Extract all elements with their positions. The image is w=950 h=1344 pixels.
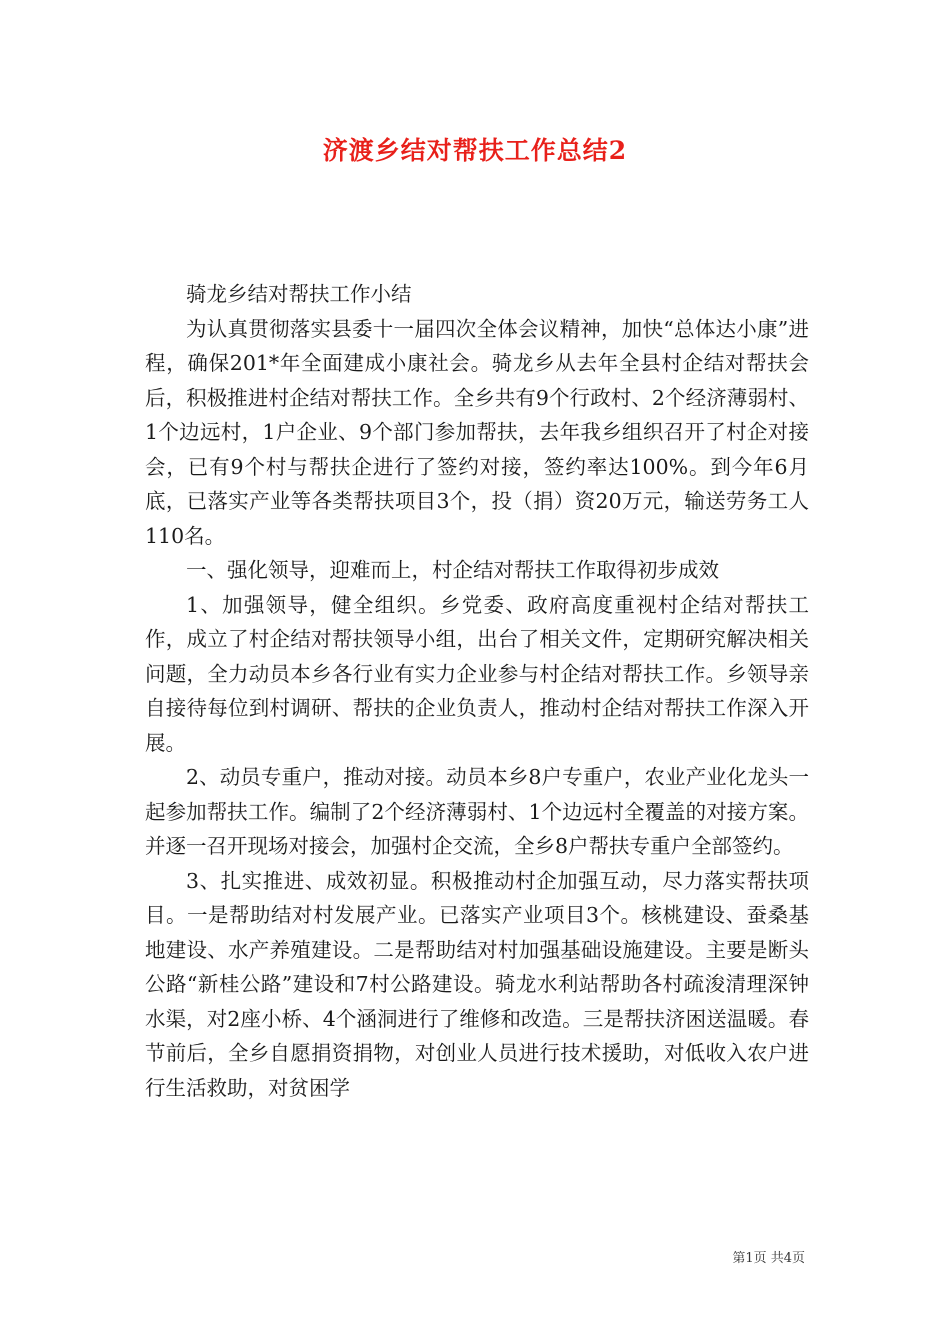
document-body (145, 277, 809, 1105)
paragraph-intro: 为认真贯彻落实县委十一届四次全体会议精神，加快“总体达小康”进程，确保201*年全面建成小康社会。骑龙乡从去年全县村企结对帮扶会后，积极推进村企结对帮扶工作。全乡共有9个行政村、2个经济薄弱村、1个边远村，1户企业、9个部门参加帮扶，去年我乡组织召开了村企对接会，已有9个村与帮扶企进行了签约对接，签约率达100%。到今年6月底，已落实产业等各类帮扶项目3个，投（捐）资20万元，输送劳务工人110名。 (145, 316, 809, 548)
paragraph-point-3: 3、扎实推进、成效初显。积极推动村企加强互动，尽力落实帮扶项目。一是帮助结对村发展产业。已落实产业项目3个。核桃建设、蚕桑基地建设、水产养殖建设。二是帮助结对村加强基础设施建设。主要是断头公路“新桂公路”建设和7村公路建设。骑龙水利站帮助各村疏浚清理深钟水渠，对2座小桥、4个涵洞进行了维修和改造。三是帮扶济困送温暖。春节前后，全乡自愿捐资捐物，对创业人员进行技术援助，对低收入农户进行生活救助，对贫困学 (145, 868, 809, 1100)
document-title: 济渡乡结对帮扶工作总结2 (322, 136, 628, 165)
paragraph-point-2: 2、动员专重户，推动对接。动员本乡8户专重户，农业产业化龙头一起参加帮扶工作。编制了2个经济薄弱村、1个边远村全覆盖的对接方案。并逐一召开现场对接会，加强村企交流，全乡8户帮扶专重户全部签约。 (145, 765, 809, 858)
paragraph-section-heading: 一、强化领导，迎难而上，村企结对帮扶工作取得初步成效 (186, 558, 719, 582)
paragraph-subtitle: 骑龙乡结对帮扶工作小结 (186, 282, 412, 306)
page-number-footer: 第1页 共4页 (732, 1251, 805, 1266)
paragraph-point-1: 1、加强领导，健全组织。乡党委、政府高度重视村企结对帮扶工作，成立了村企结对帮扶领导小组，出台了相关文件，定期研究解决相关问题，全力动员本乡各行业有实力企业参与村企结对帮扶工作。乡领导亲自接待每位到村调研、帮扶的企业负责人，推动村企结对帮扶工作深入开展。 (145, 592, 809, 755)
